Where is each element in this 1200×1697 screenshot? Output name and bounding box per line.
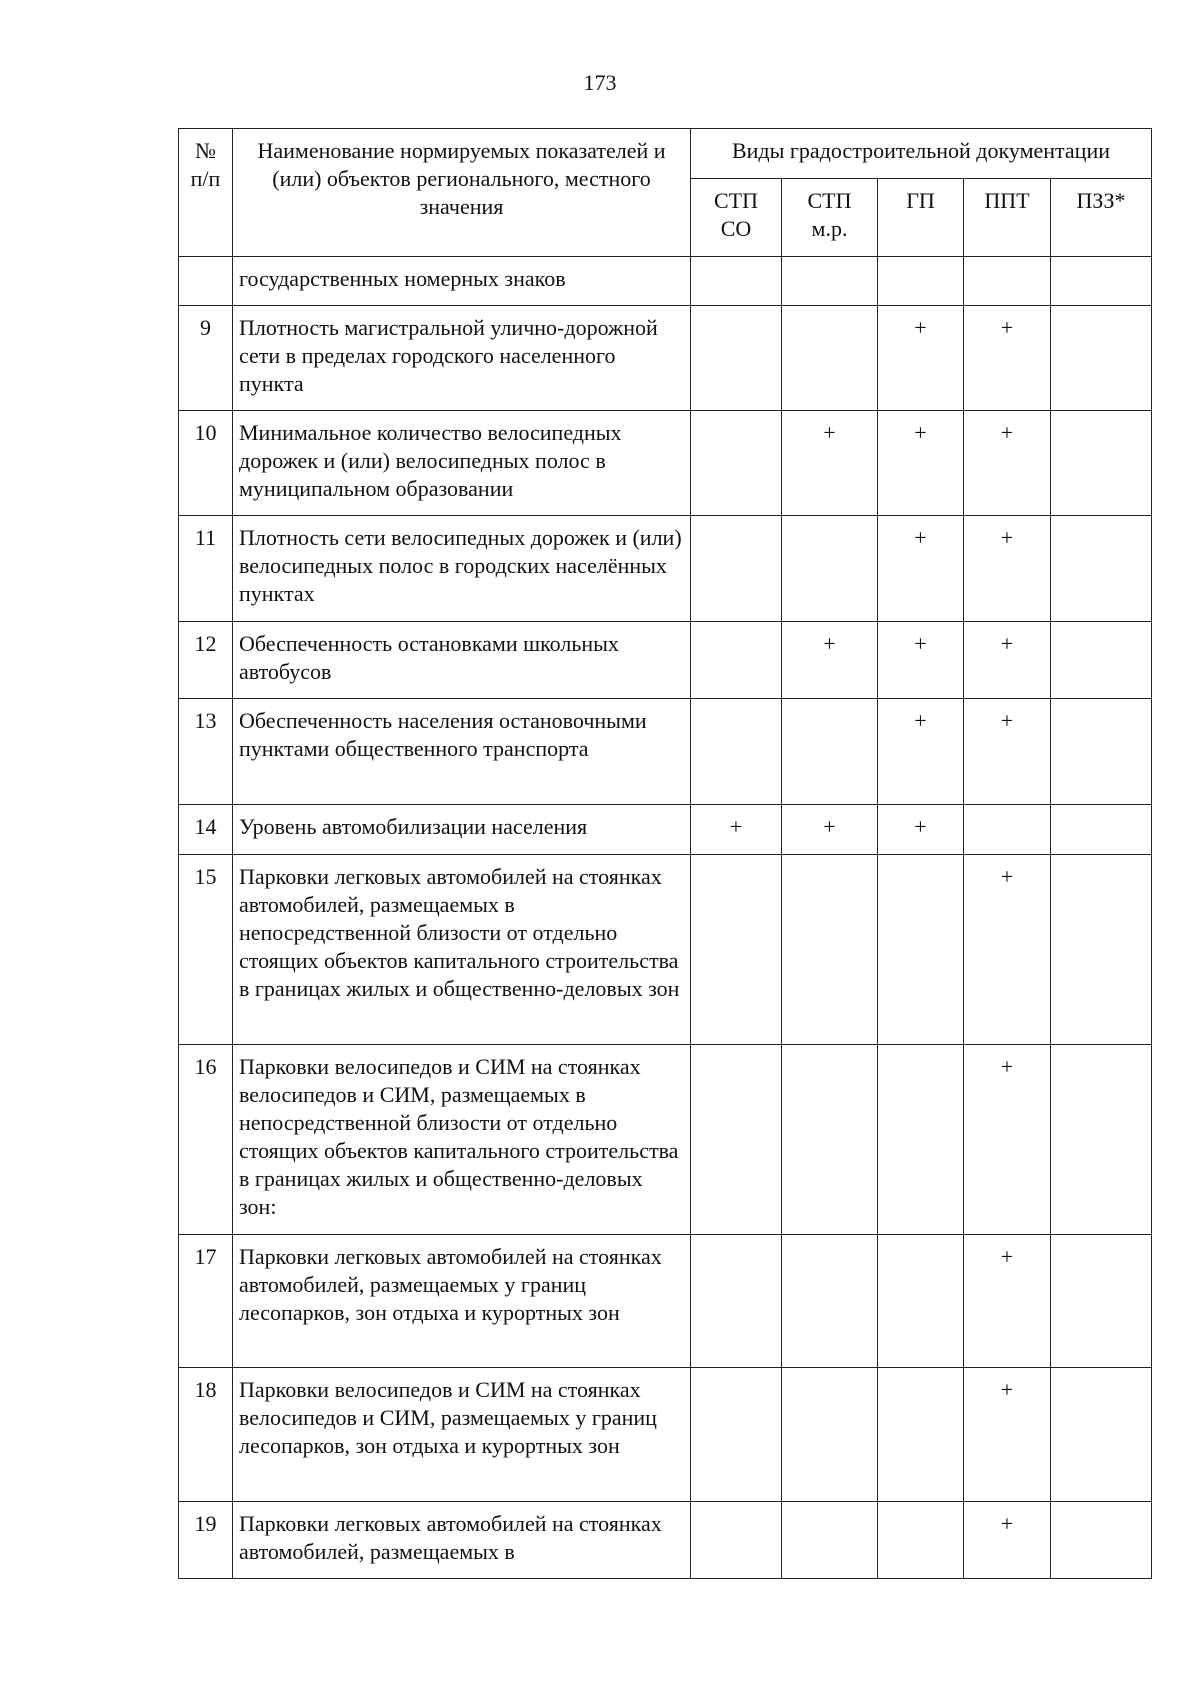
table-body bbox=[179, 257, 1152, 1579]
row-mark-pzz bbox=[1051, 805, 1152, 855]
header-num: № п/п bbox=[179, 129, 233, 257]
table-row bbox=[179, 1235, 1152, 1368]
row-mark-stp-mr bbox=[782, 1502, 878, 1579]
row-mark-stp-mr bbox=[782, 699, 878, 805]
row-mark-gp: + bbox=[878, 411, 964, 516]
row-mark-ppt: + bbox=[964, 622, 1051, 699]
row-mark-stp-mr bbox=[782, 516, 878, 622]
row-num: 18 bbox=[179, 1368, 233, 1502]
row-mark-stp-mr: + bbox=[782, 411, 878, 516]
row-name: Плотность сети велосипедных дорожек и (или) велосипедных полос в городских населённых пунктах bbox=[233, 516, 691, 622]
row-num: 16 bbox=[179, 1045, 233, 1235]
row-num: 12 bbox=[179, 622, 233, 699]
row-num: 11 bbox=[179, 516, 233, 622]
row-name: Обеспеченность населения остановочными пунктами общественного транспорта bbox=[233, 699, 691, 805]
header-col-stp-so: СТП СО bbox=[691, 179, 782, 257]
row-mark-pzz bbox=[1051, 1235, 1152, 1368]
table-row bbox=[179, 1502, 1152, 1579]
row-mark-gp: + bbox=[878, 516, 964, 622]
header-col-pzz: ПЗЗ* bbox=[1051, 179, 1152, 257]
row-mark-stp-mr bbox=[782, 306, 878, 411]
row-mark-pzz bbox=[1051, 1045, 1152, 1235]
row-mark-ppt: + bbox=[964, 411, 1051, 516]
row-mark-ppt: + bbox=[964, 855, 1051, 1045]
row-mark-pzz bbox=[1051, 306, 1152, 411]
row-num: 13 bbox=[179, 699, 233, 805]
row-mark-pzz bbox=[1051, 516, 1152, 622]
header-doc-types: Виды градостроительной документации bbox=[691, 129, 1152, 179]
row-mark-pzz bbox=[1051, 855, 1152, 1045]
row-mark-gp bbox=[878, 1045, 964, 1235]
table-row bbox=[179, 699, 1152, 805]
row-mark-stp-mr bbox=[782, 1368, 878, 1502]
documentation-table bbox=[178, 128, 1152, 1579]
row-name: Парковки легковых автомобилей на стоянках автомобилей, размещаемых у границ лесопарков, зон отдыха и курортных зон bbox=[233, 1235, 691, 1368]
row-mark-ppt: + bbox=[964, 1502, 1051, 1579]
row-mark-stp-mr bbox=[782, 1235, 878, 1368]
row-mark-pzz bbox=[1051, 411, 1152, 516]
row-mark-stp-so bbox=[691, 855, 782, 1045]
row-mark-stp-so bbox=[691, 411, 782, 516]
row-num: 10 bbox=[179, 411, 233, 516]
row-name: Парковки велосипедов и СИМ на стоянках велосипедов и СИМ, размещаемых в непосредственной близости от отдельно стоящих объектов капитального строительства в границах жилых и общественно-деловых зон: bbox=[233, 1045, 691, 1235]
row-mark-ppt: + bbox=[964, 516, 1051, 622]
header-row-1 bbox=[179, 129, 1152, 179]
row-mark-stp-so bbox=[691, 1235, 782, 1368]
row-mark-ppt bbox=[964, 805, 1051, 855]
header-col-ppt: ППТ bbox=[964, 179, 1051, 257]
table-row bbox=[179, 622, 1152, 699]
row-name: Обеспеченность остановками школьных автобусов bbox=[233, 622, 691, 699]
row-mark-stp-so: + bbox=[691, 805, 782, 855]
row-mark-stp-mr bbox=[782, 855, 878, 1045]
row-num: 14 bbox=[179, 805, 233, 855]
header-name: Наименование нормируемых показателей и (или) объектов регионального, местного значения bbox=[233, 129, 691, 257]
header-col-gp: ГП bbox=[878, 179, 964, 257]
row-name: Минимальное количество велосипедных дорожек и (или) велосипедных полос в муниципальном образовании bbox=[233, 411, 691, 516]
row-mark-ppt: + bbox=[964, 306, 1051, 411]
table-row bbox=[179, 411, 1152, 516]
row-num: 9 bbox=[179, 306, 233, 411]
row-name: Парковки велосипедов и СИМ на стоянках велосипедов и СИМ, размещаемых у границ лесопарков, зон отдыха и курортных зон bbox=[233, 1368, 691, 1502]
row-mark-stp-so bbox=[691, 1368, 782, 1502]
row-mark-gp bbox=[878, 257, 964, 306]
row-mark-stp-mr: + bbox=[782, 622, 878, 699]
row-mark-gp bbox=[878, 1502, 964, 1579]
row-num: 19 bbox=[179, 1502, 233, 1579]
row-mark-gp: + bbox=[878, 699, 964, 805]
row-mark-pzz bbox=[1051, 699, 1152, 805]
row-num bbox=[179, 257, 233, 306]
row-mark-stp-mr: + bbox=[782, 805, 878, 855]
row-mark-gp bbox=[878, 1368, 964, 1502]
row-num: 15 bbox=[179, 855, 233, 1045]
row-mark-stp-so bbox=[691, 622, 782, 699]
table-row bbox=[179, 855, 1152, 1045]
table-row bbox=[179, 805, 1152, 855]
row-name: Уровень автомобилизации населения bbox=[233, 805, 691, 855]
table-row bbox=[179, 1368, 1152, 1502]
row-mark-stp-so bbox=[691, 516, 782, 622]
row-mark-stp-so bbox=[691, 1045, 782, 1235]
row-mark-ppt: + bbox=[964, 1235, 1051, 1368]
row-mark-pzz bbox=[1051, 622, 1152, 699]
row-mark-stp-so bbox=[691, 1502, 782, 1579]
table-row bbox=[179, 257, 1152, 306]
table-row bbox=[179, 306, 1152, 411]
row-mark-gp bbox=[878, 855, 964, 1045]
row-mark-ppt bbox=[964, 257, 1051, 306]
row-mark-stp-so bbox=[691, 699, 782, 805]
row-name: государственных номерных знаков bbox=[233, 257, 691, 306]
row-mark-ppt: + bbox=[964, 1368, 1051, 1502]
row-name: Плотность магистральной улично-дорожной сети в пределах городского населенного пункта bbox=[233, 306, 691, 411]
table-row bbox=[179, 1045, 1152, 1235]
header-col-stp-mr: СТП м.р. bbox=[782, 179, 878, 257]
row-mark-ppt: + bbox=[964, 1045, 1051, 1235]
row-mark-gp: + bbox=[878, 622, 964, 699]
row-mark-pzz bbox=[1051, 1368, 1152, 1502]
row-num: 17 bbox=[179, 1235, 233, 1368]
page-number: 173 bbox=[583, 70, 617, 95]
row-mark-stp-so bbox=[691, 306, 782, 411]
table-row bbox=[179, 516, 1152, 622]
row-mark-pzz bbox=[1051, 1502, 1152, 1579]
row-mark-gp: + bbox=[878, 805, 964, 855]
row-mark-pzz bbox=[1051, 257, 1152, 306]
row-mark-gp bbox=[878, 1235, 964, 1368]
row-mark-stp-mr bbox=[782, 257, 878, 306]
row-mark-stp-so bbox=[691, 257, 782, 306]
row-name: Парковки легковых автомобилей на стоянках автомобилей, размещаемых в bbox=[233, 1502, 691, 1579]
row-name: Парковки легковых автомобилей на стоянках автомобилей, размещаемых в непосредственной близости от отдельно стоящих объектов капитального строительства в границах жилых и общественно-деловых зон bbox=[233, 855, 691, 1045]
row-mark-gp: + bbox=[878, 306, 964, 411]
row-mark-ppt: + bbox=[964, 699, 1051, 805]
row-mark-stp-mr bbox=[782, 1045, 878, 1235]
